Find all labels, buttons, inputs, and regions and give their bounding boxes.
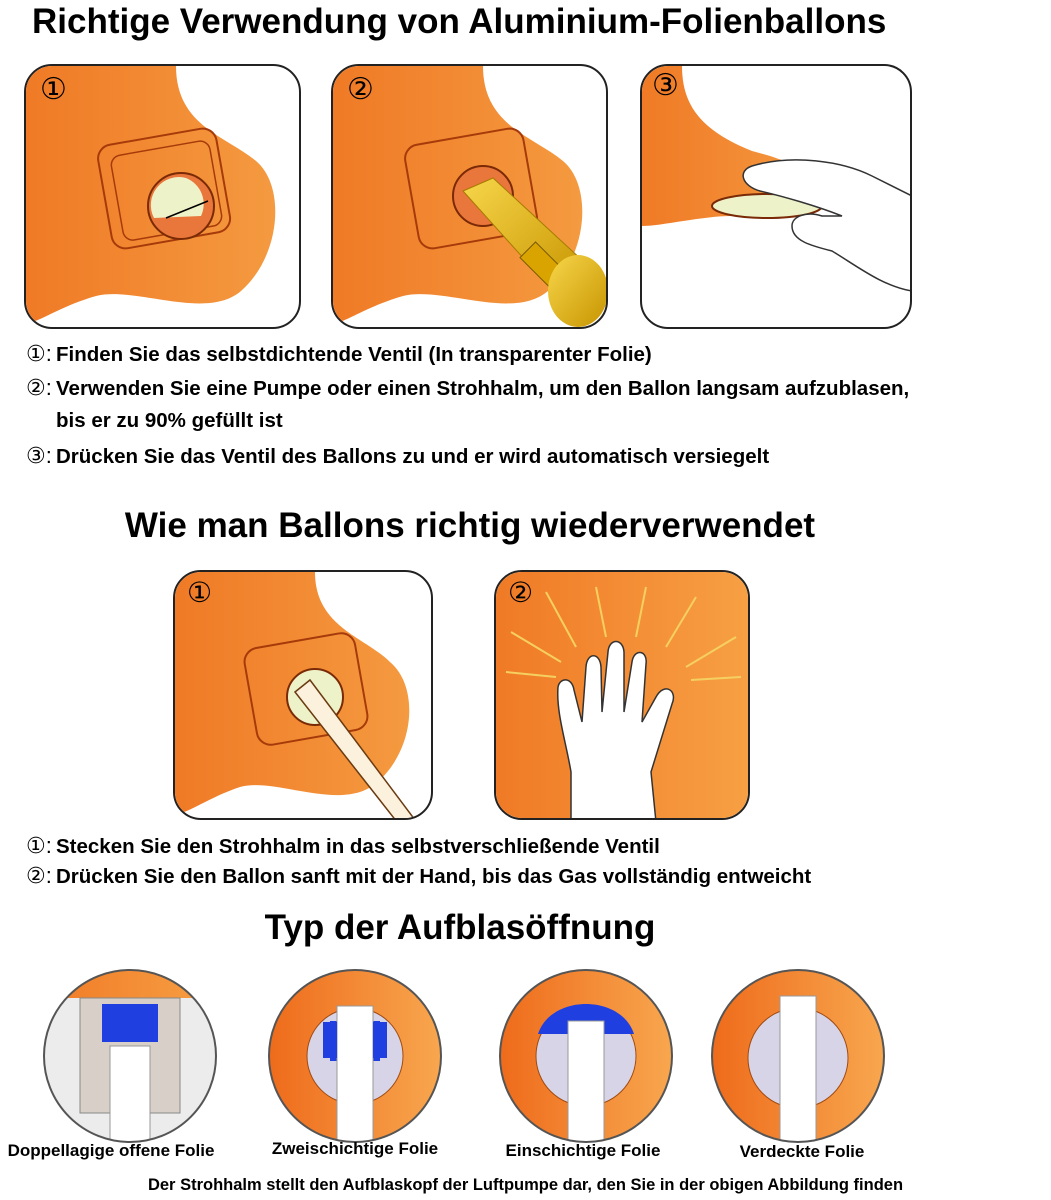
usage-step-2-continued xyxy=(26,409,283,433)
type-label-2: Zweischichtige Folie xyxy=(271,1139,439,1158)
usage-step-3-num: ③: xyxy=(26,443,52,468)
reuse-step-1-num: ①: xyxy=(26,833,52,858)
step-number-1: ① xyxy=(40,73,67,106)
type-label-1: Doppellagige offene Folie xyxy=(7,1141,215,1160)
step-number-3: ③ xyxy=(652,69,679,102)
usage-step-2-text: Verwenden Sie eine Pumpe oder einen Strohhalm, um den Ballon langsam aufzublasen, xyxy=(56,377,910,400)
usage-panel-2 xyxy=(331,64,608,329)
usage-panel-3 xyxy=(640,64,912,329)
reuse-step-number-2: ② xyxy=(508,577,534,608)
reuse-step-2 xyxy=(26,863,811,889)
valve-type-covered xyxy=(708,966,888,1146)
usage-panel-1 xyxy=(24,64,301,329)
usage-step-3-text: Drücken Sie das Ventil des Ballons zu und er wird automatisch versiegelt xyxy=(56,445,770,468)
type-label-3: Einschichtige Folie xyxy=(505,1141,661,1160)
usage-step-1-num: ①: xyxy=(26,341,52,366)
reuse-step-1-text: Stecken Sie den Strohhalm in das selbstverschließende Ventil xyxy=(56,835,660,858)
type-label-4: Verdeckte Folie xyxy=(739,1142,865,1161)
reuse-panel-2 xyxy=(494,570,750,820)
usage-step-2-num: ②: xyxy=(26,375,52,400)
step-number-2: ② xyxy=(347,73,374,106)
reuse-step-number-1: ① xyxy=(187,577,213,608)
reuse-panel-1 xyxy=(173,570,433,820)
valve-type-double-open xyxy=(40,966,220,1146)
straw-insert-illustration xyxy=(175,572,433,820)
reuse-step-2-num: ②: xyxy=(26,863,52,888)
reuse-title: Wie man Ballons richtig wiederverwendet xyxy=(124,506,816,545)
valve-type-two-layer xyxy=(265,966,445,1146)
usage-step-2 xyxy=(26,375,909,401)
pump-illustration xyxy=(333,66,608,329)
usage-step-1-text: Finden Sie das selbstdichtende Ventil (In transparenter Folie) xyxy=(56,343,652,366)
usage-step-1 xyxy=(26,341,652,367)
valve-illustration xyxy=(26,66,301,329)
reuse-step-2-text: Drücken Sie den Ballon sanft mit der Hand, bis das Gas vollständig entweicht xyxy=(56,865,812,888)
usage-step-2-continued-text: bis er zu 90% gefüllt ist xyxy=(56,409,283,432)
footer-note: Der Strohhalm stellt den Aufblaskopf der Luftpumpe dar, den Sie in der obigen Abbildung finden xyxy=(147,1176,904,1194)
hand-press-illustration xyxy=(496,572,750,820)
usage-step-3 xyxy=(26,443,769,469)
hand-seal-illustration xyxy=(642,66,912,329)
valve-type-single-layer xyxy=(496,966,676,1146)
types-title: Typ der Aufblasöffnung xyxy=(264,908,656,947)
reuse-step-1 xyxy=(26,833,660,859)
usage-title: Richtige Verwendung von Aluminium-Folienballons xyxy=(32,2,887,41)
